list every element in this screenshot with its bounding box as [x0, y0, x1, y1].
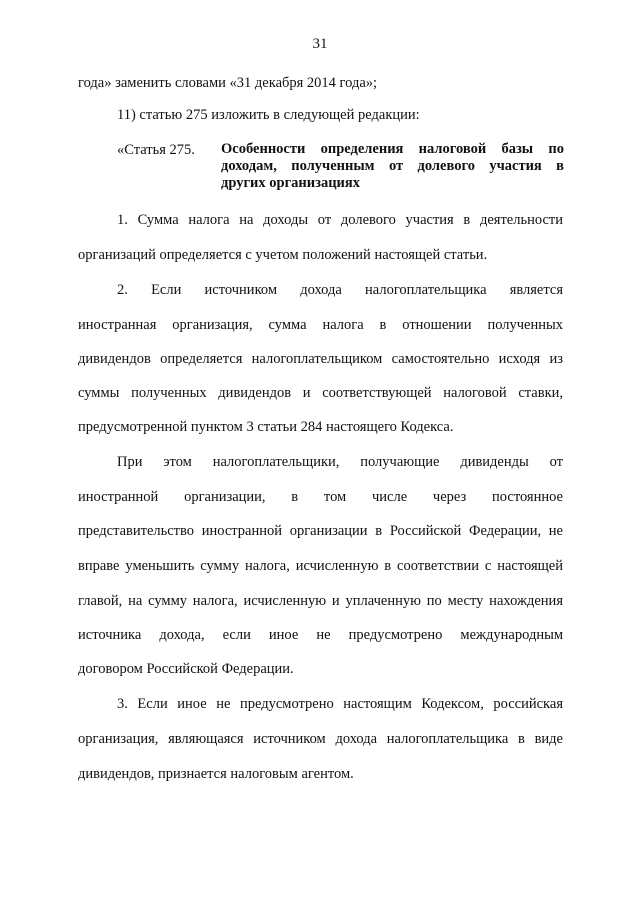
text-line: договором Российской Федерации.: [78, 661, 294, 677]
article-title-line: других организациях: [221, 175, 361, 191]
article-label: «Статья 275.: [117, 142, 195, 158]
text-line: иностранной организации, в том числе через постоянное: [78, 489, 563, 505]
text-line: предусмотренной пунктом 3 статьи 284 настоящего Кодекса.: [78, 419, 454, 435]
page-number: 31: [312, 36, 328, 52]
text-line: иностранная организация, сумма налога в отношении полученных: [78, 317, 563, 333]
text-line: года» заменить словами «31 декабря 2014 года»;: [78, 75, 378, 91]
text-line: организация, являющаяся источником дохода налогоплательщика в виде: [78, 731, 563, 747]
text-line: 2. Если источником дохода налогоплательщика является: [117, 282, 563, 298]
article-title-line: Особенности определения налоговой базы по: [221, 141, 564, 157]
article-title-line: доходам, полученным от долевого участия в: [221, 158, 564, 174]
article-title: [221, 141, 564, 192]
text-line: источника дохода, если иное не предусмотрено международным: [78, 627, 563, 643]
text-line: 3. Если иное не предусмотрено настоящим Кодексом, российская: [117, 696, 563, 712]
text-line: главой, на сумму налога, исчисленную и уплаченную по месту нахождения: [78, 593, 563, 609]
text-line: суммы полученных дивидендов и соответствующей налоговой ставки,: [78, 385, 563, 401]
text-line: организаций определяется с учетом положений настоящей статьи.: [78, 247, 488, 263]
text-line: 1. Сумма налога на доходы от долевого участия в деятельности: [117, 212, 563, 228]
text-line: При этом налогоплательщики, получающие дивиденды от: [117, 454, 563, 470]
text-line: представительство иностранной организации в Российской Федерации, не: [78, 523, 563, 539]
text-line: дивидендов, признается налоговым агентом.: [78, 766, 354, 782]
text-line: 11) статью 275 изложить в следующей редакции:: [117, 107, 420, 123]
text-line: вправе уменьшить сумму налога, исчисленную в соответствии с настоящей: [78, 558, 563, 574]
text-line: дивидендов определяется налогоплательщиком самостоятельно исходя из: [78, 351, 563, 367]
